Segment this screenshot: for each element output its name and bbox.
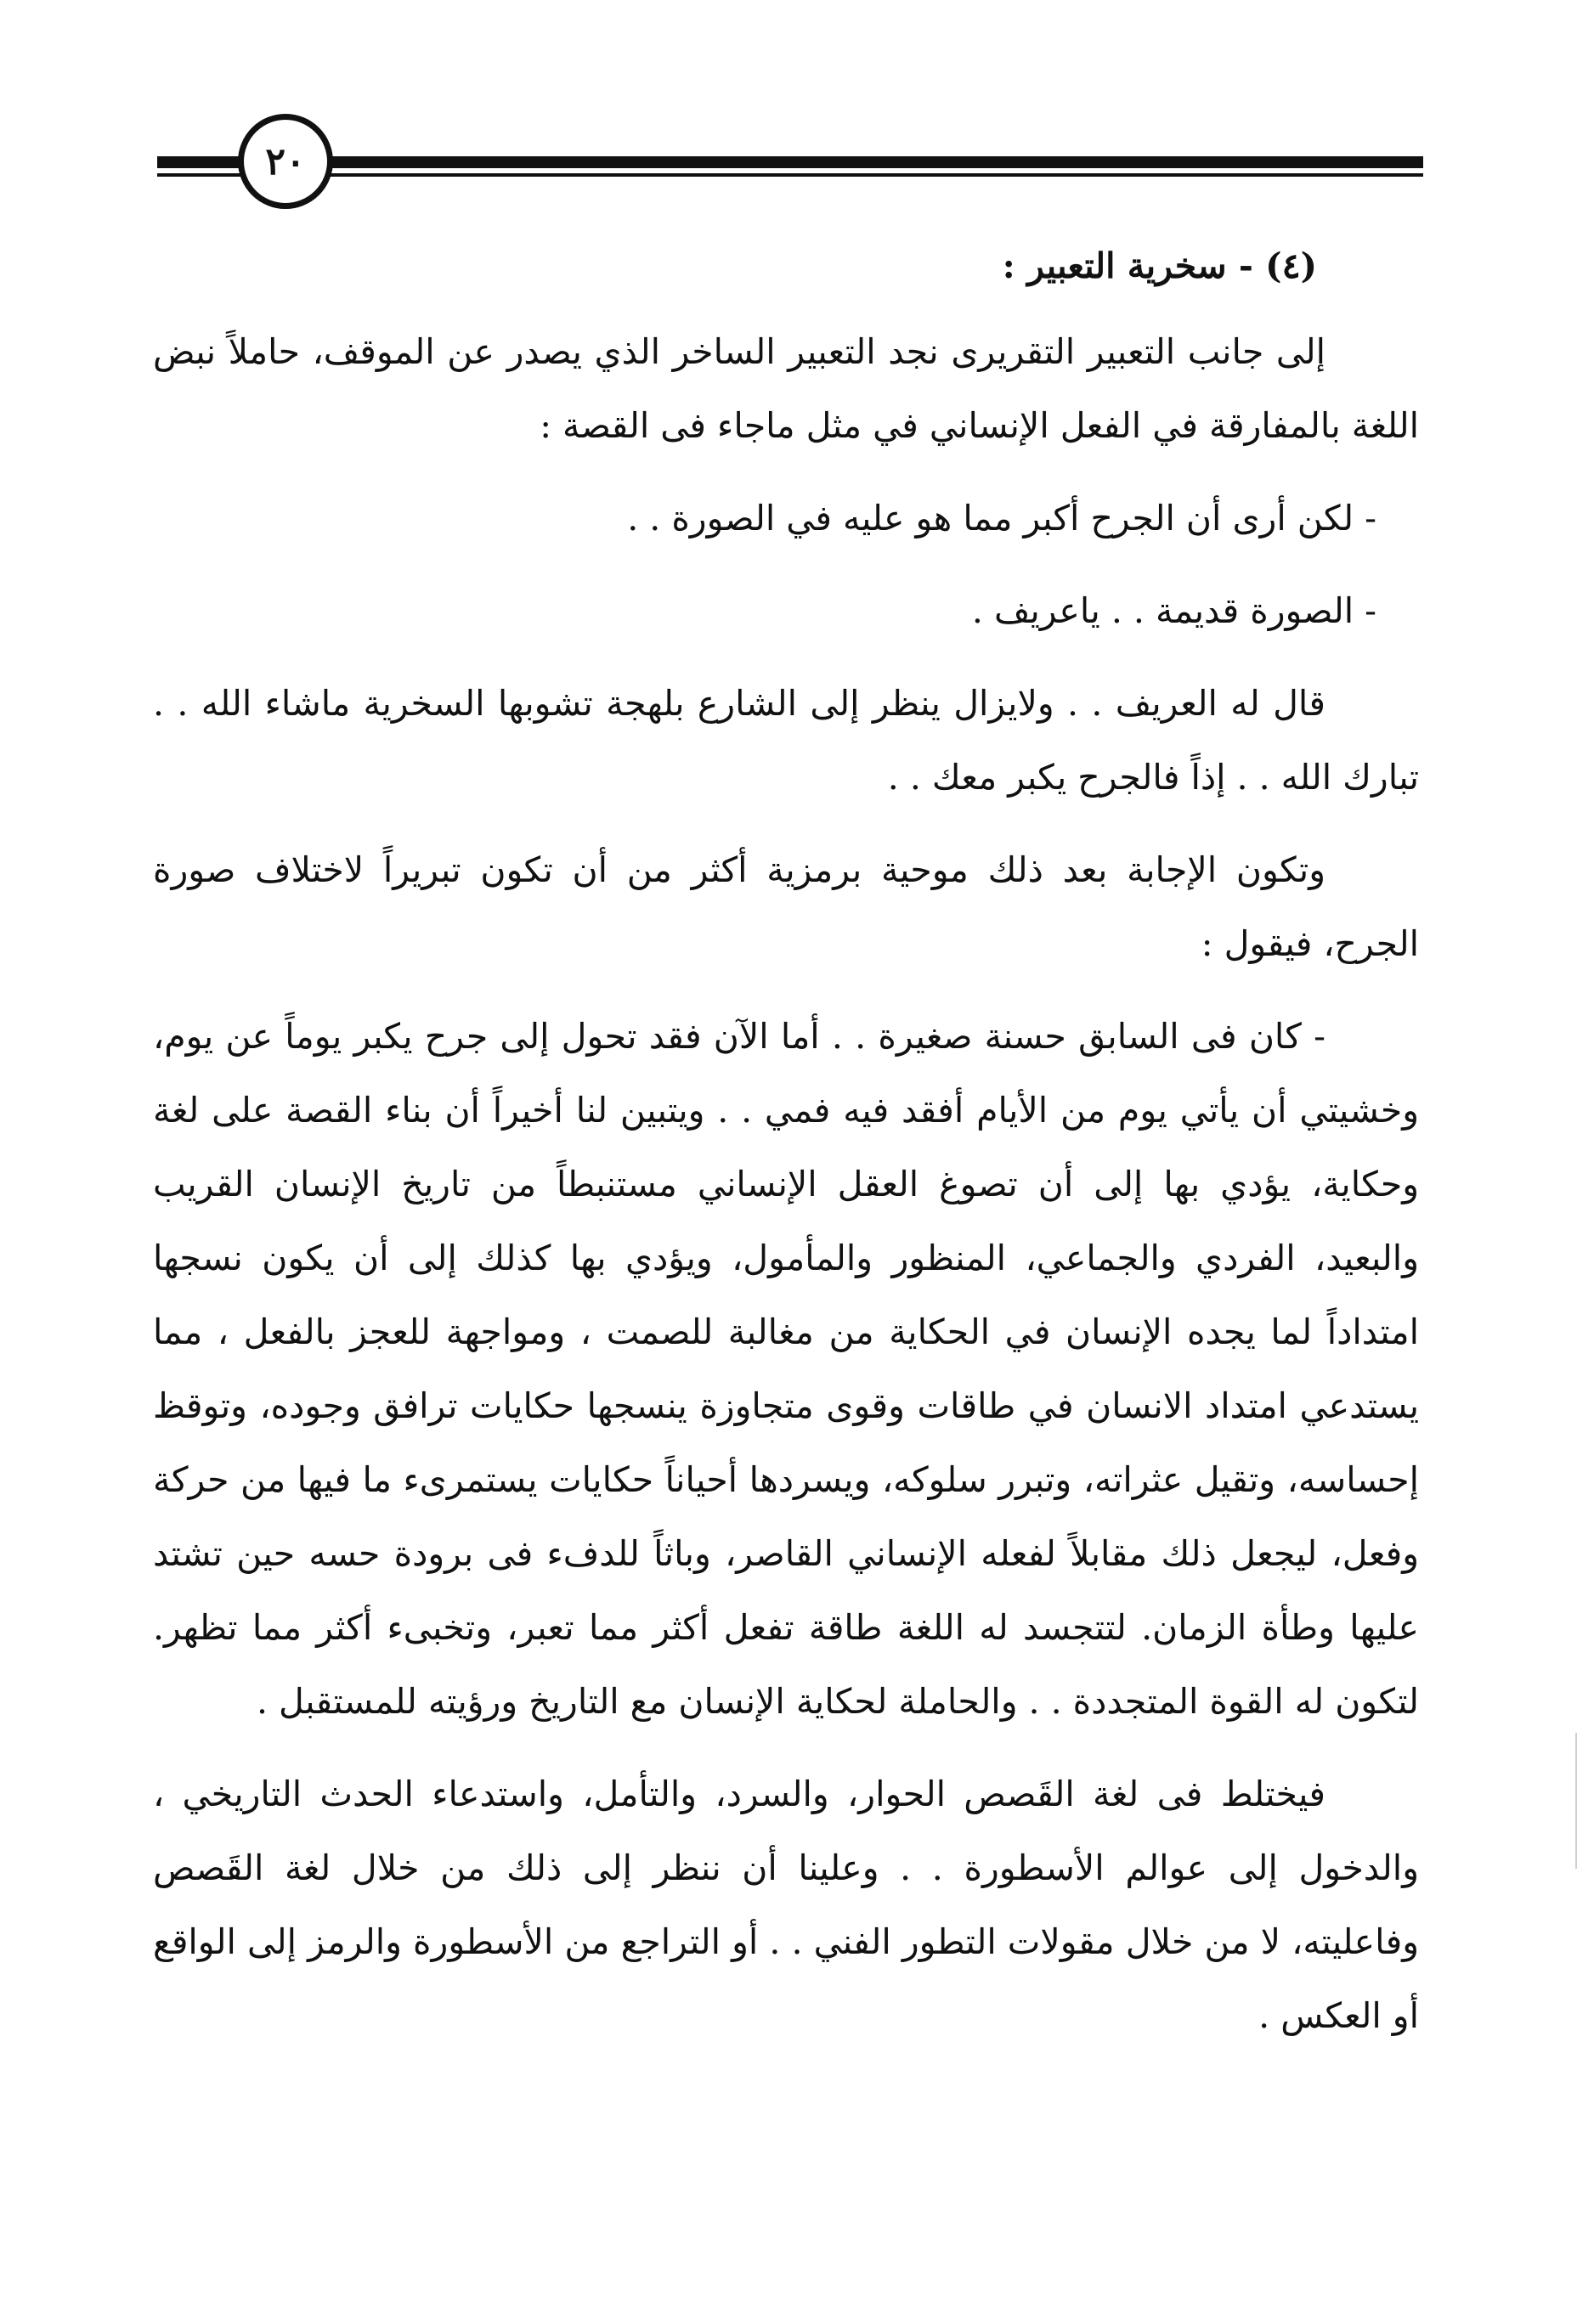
paragraph-4: - كان فى السابق حسنة صغيرة . . أما الآن فقد تحول إلى جرح يكبر يوماً عن يوم، وخشيتي أن يأتي يوم من الأيام أفقد فيه فمي . . ويتبين لنا أخيراً أن بناء القصة على لغة وحكاية، يؤدي بها إلى أن تصوغ العقل الإنساني مستنبطاً من تاريخ الإنسان القريب والبعيد، الفردي والجماعي، المنظور والمأمول، ويؤدي بها كذلك إلى أن يكون نسجها امتداداً لما يجده الإنسان في الحكاية من مغالبة للصمت ، ومواجهة للعجز بالفعل ، مما يستدعي امتداد الانسان في طاقات وقوى متجاوزة ينسجها حكايات ترافق وجوده، وتوقظ إحساسه، وتقيل عثراته، وتبرر سلوكه، ويسردها أحياناً حكايات يستمرىء ما فيها من حركة وفعل، ليجعل ذلك مقابلاً لفعله الإنساني القاصر، وباثاً للدفء فى برودة حسه حين تشتد عليها وطأة الزمان. لتتجسد له اللغة طاقة تفعل أكثر مما تعبر، وتخبىء أكثر مما تظهر. لتكون له القوة المتجددة . . والحاملة لحكاية الإنسان مع التاريخ ورؤيته للمستقبل .: [153, 1016, 1419, 1722]
section-heading: (٤) - سخرية التعبير :: [1002, 245, 1317, 286]
dialogue-line-2: - الصورة قديمة . . ياعريف .: [971, 590, 1376, 631]
paragraph-2: قال له العريف . . ولايزال ينظر إلى الشارع بلهجة تشوبها السخرية ماشاء الله . . تبارك الله . . إذاً فالجرح يكبر معك . .: [153, 683, 1419, 798]
dialogue-line-1: - لكن أرى أن الجرح أكبر مما هو عليه في الصورة . .: [627, 498, 1376, 539]
header-rule-thick-line: [157, 156, 1423, 168]
paragraph-1: إلى جانب التعبير التقريرى نجد التعبير الساخر الذي يصدر عن الموقف، حاملاً نبض اللغة بالمفارقة في الفعل الإنساني في مثل ماجاء فى القصة :: [153, 331, 1419, 446]
paragraph-5: فيختلط فى لغة القَصص الحوار، والسرد، والتأمل، واستدعاء الحدث التاريخي ، والدخول إلى عوالم الأسطورة . . وعلينا أن ننظر إلى ذلك من خلال لغة القَصص وفاعليته، لا من خلال مقولات التطور الفني . . أو التراجع من الأسطورة والرمز إلى الواقع أو العكس .: [153, 1774, 1419, 2036]
page-body: [153, 229, 1419, 2072]
header-rule-thin-line: [157, 173, 1423, 177]
page-number: ٢٠: [238, 114, 333, 209]
paragraph-3: وتكون الإجابة بعد ذلك موحية برمزية أكثر من أن تكون تبريراً لاختلاف صورة الجرح، فيقول :: [153, 849, 1419, 964]
header-rule: [157, 151, 1423, 182]
